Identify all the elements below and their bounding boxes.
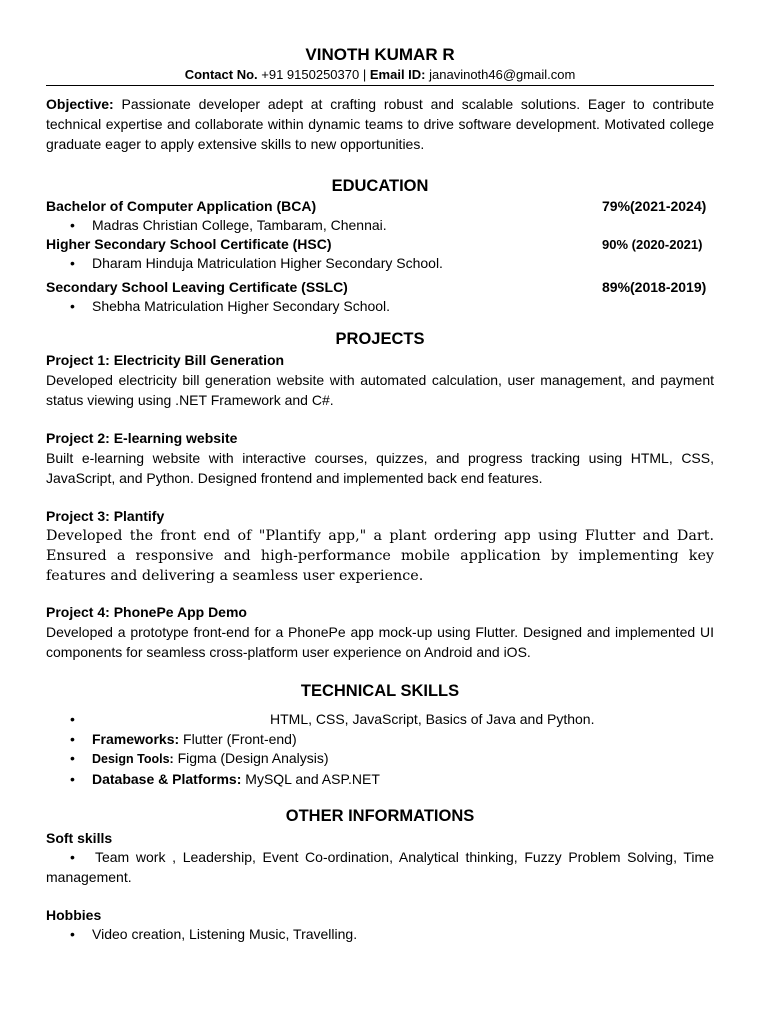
- education-heading: EDUCATION: [331, 177, 429, 195]
- education-entry: [46, 278, 714, 316]
- skill-frameworks-value: Flutter (Front-end): [183, 730, 297, 747]
- hobbies-text: Video creation, Listening Music, Travelling.: [92, 926, 358, 942]
- project-item: [46, 351, 714, 410]
- skill-design-label: Design Tools:: [92, 752, 174, 766]
- bullet-icon: •: [70, 255, 75, 271]
- project-item: [46, 603, 714, 662]
- soft-skills-block: [46, 829, 714, 887]
- education-degree: Higher Secondary School Certificate (HSC): [46, 236, 332, 252]
- project-title: Project 2: E-learning website: [46, 430, 238, 446]
- bullet-icon: •: [70, 849, 75, 865]
- project-title: Project 3: Plantify: [46, 508, 165, 524]
- bullet-icon: •: [70, 711, 75, 727]
- candidate-name: VINOTH KUMAR R: [305, 45, 455, 64]
- project-item: [46, 507, 714, 586]
- skill-item: [46, 730, 714, 750]
- education-entry: [46, 235, 714, 273]
- projects-heading: PROJECTS: [335, 330, 425, 348]
- soft-skills-item: [46, 848, 714, 887]
- bullet-icon: •: [70, 770, 75, 787]
- skills-heading: TECHNICAL SKILLS: [300, 682, 460, 700]
- skill-item: [46, 749, 714, 770]
- bullet-icon: •: [70, 730, 75, 747]
- skills-list: [46, 710, 714, 789]
- contact-number: +91 9150250370: [261, 67, 360, 82]
- hobbies-heading: Hobbies: [46, 907, 102, 923]
- skill-item: [46, 770, 714, 790]
- bullet-icon: •: [70, 298, 75, 314]
- objective-label: Objective:: [46, 96, 114, 112]
- education-score: 89%(2018-2019): [602, 279, 707, 295]
- email-address: janavinoth46@gmail.com: [429, 67, 576, 82]
- other-heading: OTHER INFORMATIONS: [285, 807, 475, 825]
- education-school: Madras Christian College, Tambaram, Chennai.: [92, 217, 387, 233]
- project-description: Built e-learning website with interactive courses, quizzes, and progress tracking using HTML, CSS, JavaScript, and Python. Designed frontend and implemented back end features.: [46, 450, 714, 486]
- email-label: Email ID:: [369, 67, 426, 82]
- project-title: Project 1: Electricity Bill Generation: [46, 352, 285, 368]
- soft-skills-text: Team work , Leadership, Event Co-ordination, Analytical thinking, Fuzzy Problem Solving, Time management.: [46, 849, 714, 885]
- education-school: Dharam Hinduja Matriculation Higher Secondary School.: [92, 255, 443, 271]
- education-score: 90% (2020-2021): [602, 237, 703, 252]
- hobbies-item: [46, 925, 714, 944]
- education-degree: Secondary School Leaving Certificate (SSLC): [46, 279, 348, 295]
- skill-db-label: Database & Platforms:: [92, 770, 242, 787]
- objective-text: Passionate developer adept at crafting robust and scalable solutions. Eager to contribute technical expertise and collaborate within dynamic teams to drive software development. Motivated college graduate eager to apply extensive skills to new opportunities.: [46, 96, 715, 152]
- bullet-icon: •: [70, 750, 75, 766]
- contact-line: [46, 66, 714, 86]
- bullet-icon: •: [70, 926, 75, 942]
- resume-page: [46, 44, 714, 944]
- bullet-icon: •: [70, 217, 75, 233]
- objective-paragraph: [46, 94, 714, 154]
- hobbies-block: [46, 906, 714, 944]
- skill-item: [46, 710, 714, 730]
- project-item: [46, 429, 714, 488]
- education-score: 79%(2021-2024): [602, 198, 707, 214]
- soft-skills-heading: Soft skills: [46, 830, 113, 846]
- skill-languages: HTML, CSS, JavaScript, Basics of Java and Python.: [270, 711, 595, 727]
- education-entry: [46, 197, 714, 235]
- education-degree: Bachelor of Computer Application (BCA): [46, 198, 317, 214]
- project-description: Developed the front end of "Plantify app," a plant ordering app using Flutter and Dart. Ensured a responsive and high-performance mobile application by implementing key features and delivering a seamless user experience.: [46, 528, 714, 584]
- contact-label: Contact No.: [184, 67, 258, 82]
- education-school: Shebha Matriculation Higher Secondary School.: [92, 298, 391, 314]
- contact-separator: |: [362, 67, 367, 82]
- skill-db-value: MySQL and ASP.NET: [245, 770, 380, 787]
- project-description: Developed a prototype front-end for a PhonePe app mock-up using Flutter. Designed and implemented UI components for seamless cross-platform user experience on Android and iOS.: [46, 624, 714, 660]
- project-description: Developed electricity bill generation website with automated calculation, user management, and payment status viewing using .NET Framework and C#.: [46, 372, 714, 408]
- project-title: Project 4: PhonePe App Demo: [46, 604, 247, 620]
- skill-frameworks-label: Frameworks:: [92, 730, 180, 747]
- skill-design-value: Figma (Design Analysis): [177, 750, 329, 766]
